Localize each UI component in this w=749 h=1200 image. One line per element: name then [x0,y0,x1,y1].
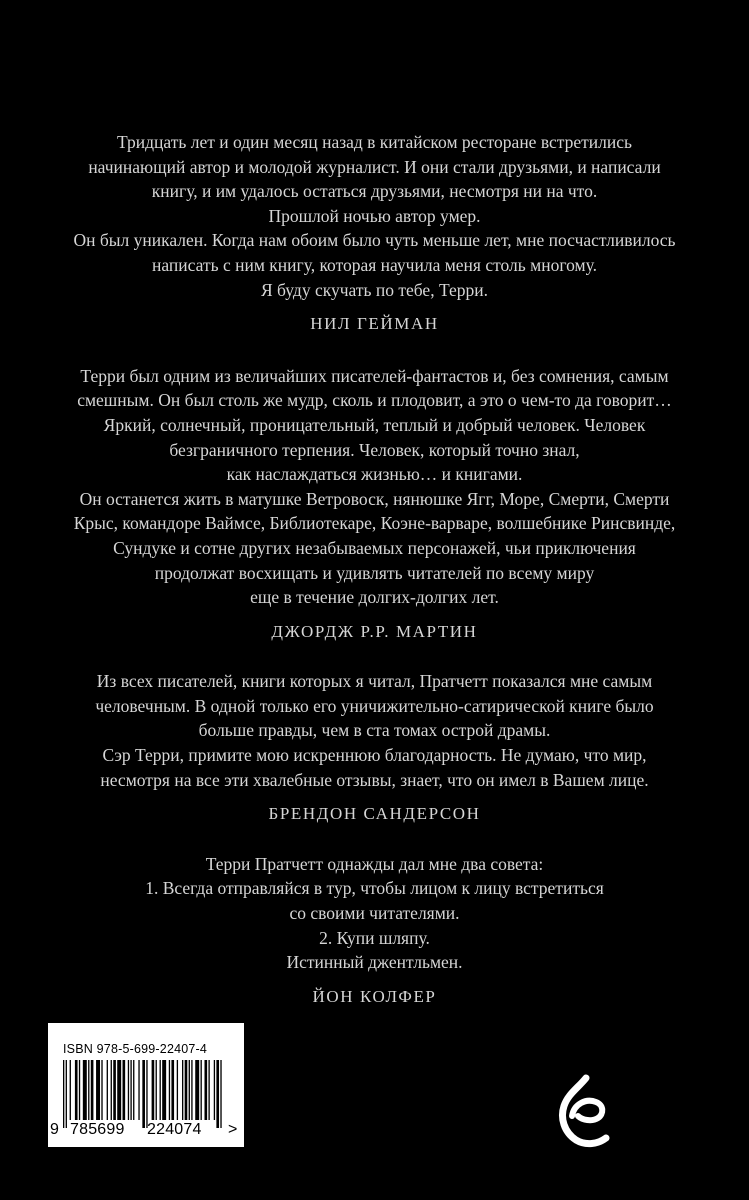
quote-author: НИЛ ГЕЙМАН [310,314,439,334]
barcode-bar [83,1060,87,1120]
quote-line: еще в течение долгих-долгих лет. [250,587,499,608]
isbn-barcode [48,1023,244,1147]
quote-author: БРЕНДОН САНДЕРСОН [268,804,481,824]
quote-colfer [30,852,719,1010]
barcode-bar [88,1060,89,1120]
quote-line: больше правды, чем в ста томах острой драмы. [198,720,551,741]
barcode-bar [169,1060,170,1120]
quote-text [30,364,719,610]
barcode-bar [91,1060,94,1120]
barcode-bar [79,1060,80,1120]
barcode-bar [146,1060,147,1128]
barcode-bar [123,1060,126,1120]
barcode-bar [195,1060,199,1120]
barcode-bar [111,1060,112,1120]
quote-line: Он останется жить в матушке Ветровоск, нянюшке Ягг, Море, Смерти, Смерти [79,488,670,509]
barcode-bar [156,1060,157,1120]
quote-line: безграничного терпения. Человек, который точно знал, [169,439,580,460]
barcode-bar [182,1060,183,1120]
quote-sanderson [30,669,719,827]
quote-author: ЙОН КОЛФЕР [312,986,437,1006]
barcode-bar [107,1060,108,1120]
quote-line: Яркий, солнечный, проницательный, теплый и добрый человек. Человек [103,414,646,435]
publisher-logo-icon [552,1074,616,1150]
quote-line: человечным. В одной только его уничижительно-сатирической книге было [95,695,654,716]
quote-line: Из всех писателей, книги которых я читал, Пратчетт показался мне самым [96,671,653,692]
barcode-bar [113,1060,116,1120]
barcode-bar [214,1060,215,1120]
quote-line: Сундуке и сотне других незабываемых персонажей, чьи приключения [113,537,636,558]
isbn-digit-group: 9 [50,1121,60,1138]
isbn-digit-group: 785699 [70,1121,125,1138]
quote-text [30,669,719,792]
barcode-bar [171,1060,174,1120]
quote-line: Я буду скучать по тебе, Терри. [261,279,488,300]
quote-line: Сэр Терри, примите мою искреннюю благодарность. Не думаю, что мир, [102,745,647,766]
quote-line: как наслаждаться жизнью… и книгами. [226,464,523,485]
barcode-bar [133,1060,134,1120]
barcode-bar [189,1060,190,1120]
quote-line: написать с ним книгу, которая научила меня столь многому. [152,254,597,275]
quote-line: Истинный джентльмен. [286,952,463,973]
barcode-bar [138,1060,139,1120]
barcode-bar [162,1060,166,1120]
barcode-bar [208,1060,209,1120]
quote-line: Прошлой ночью автор умер. [268,205,481,226]
barcode-bar [142,1060,145,1128]
barcode-bar [70,1060,71,1120]
quote-text [30,852,719,975]
quote-line: Терри Пратчетт однажды дал мне два совета: [205,853,544,874]
isbn-digit-group: 224074 [147,1121,202,1138]
quote-line: 2. Купи шляпу. [319,927,430,948]
quote-gaiman [30,130,719,337]
barcode-bar [216,1060,219,1128]
quote-martin [30,364,719,645]
quote-line: со своими читателями. [289,903,460,924]
quote-line: 1. Всегда отправляйся в тур, чтобы лицом к лицу встретиться [145,878,604,899]
barcode-bar [96,1060,100,1120]
quote-line: Тридцать лет и один месяц назад в китайском ресторане встретились [117,132,632,152]
quotes-block [30,130,719,1033]
barcode-bar [152,1060,155,1120]
barcode-bar [204,1060,207,1120]
barcode-bar [66,1060,67,1128]
quote-line: продолжат восхищать и удивлять читателей по всему миру [154,562,595,583]
quote-line: Терри был одним из величайших писателей-фантастов и, без сомнения, самым [80,365,669,386]
barcode-bars [63,1060,223,1128]
isbn-label: ISBN 978-5-699-22407-4 [63,1042,208,1056]
barcode-bar [201,1060,202,1120]
barcode-bar [160,1060,161,1120]
quote-line: смешным. Он был столь же мудр, сколь и плодовит, а это о чем-то да говорит… [77,390,672,411]
barcode-bar [63,1060,64,1128]
quote-line: книгу, и им удалось остаться друзьями, несмотря ни на что. [151,181,598,202]
quote-line: несмотря на все эти хвалебные отзывы, знает, что он имел в Вашем лице. [100,769,649,790]
quote-author: ДЖОРДЖ Р.Р. МАРТИН [271,621,478,641]
barcode-bar [185,1060,188,1120]
barcode-bar [177,1060,178,1120]
barcode-bar [101,1060,102,1120]
barcode-bar [220,1060,221,1128]
barcode-bar [191,1060,192,1120]
barcode-bar [75,1060,78,1120]
quote-line: Крыс, командоре Ваймсе, Библиотекаре, Коэне-варваре, волшебнике Ринсвинде, [73,513,676,534]
barcode-bar [130,1060,131,1120]
isbn-digit-group: > [228,1121,238,1138]
barcode-bar [128,1060,129,1120]
quote-line: Он был уникален. Когда нам обоим было чуть меньше лет, мне посчастливилось [73,230,676,251]
quote-text [30,130,719,302]
quote-line: начинающий автор и молодой журналист. И они стали друзьями, и написали [88,156,661,177]
barcode-bar [117,1060,121,1120]
